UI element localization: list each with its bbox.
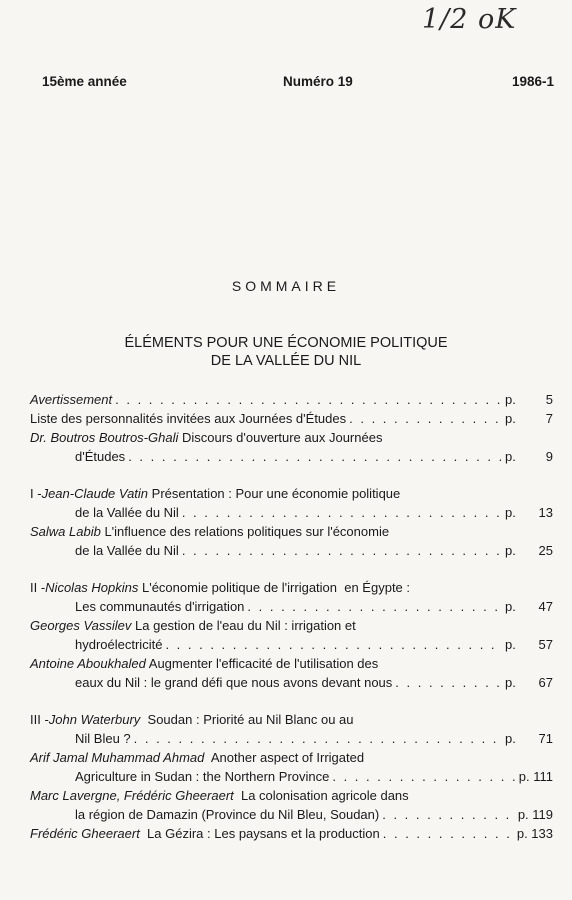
toc-title: La gestion de l'eau du Nil : irrigation et [131, 618, 356, 633]
toc-line [30, 748, 553, 767]
toc-section [30, 710, 553, 843]
page-number: 9 [545, 449, 553, 464]
page-number: p. 119 [517, 807, 553, 822]
toc-title: Présentation : Pour une économie politique [148, 486, 401, 501]
toc-author: Arif Jamal Muhammad Ahmad [30, 750, 205, 765]
toc-title: Nil Bleu ? [75, 731, 131, 746]
issue-title-line-2: DE LA VALLÉE DU NIL [210, 353, 362, 369]
toc-line [30, 673, 553, 692]
toc-line [30, 786, 553, 805]
page-number: 25 [538, 543, 553, 558]
toc-title: Discours d'ouverture aux Journées [178, 430, 383, 445]
toc-line [30, 447, 553, 466]
year-label: 15ème année [42, 74, 127, 89]
dot-leader [182, 503, 502, 522]
toc-line [30, 541, 553, 560]
toc-line [30, 710, 553, 729]
page-number: 57 [538, 637, 553, 652]
toc-title: eaux du Nil : le grand défi que nous avons devant nous [75, 675, 393, 690]
page-number: 71 [538, 731, 553, 746]
page-number: 47 [538, 599, 553, 614]
issue-title-line-1: ÉLÉMENTS POUR UNE ÉCONOMIE POLITIQUE [124, 335, 448, 351]
page-number: p. 111 [518, 769, 553, 784]
toc-line [30, 597, 553, 616]
page-number: 5 [545, 392, 553, 407]
toc-author: Dr. Boutros Boutros-Ghali [30, 430, 179, 445]
section-number: I - [30, 486, 42, 501]
page-number: p. 133 [516, 826, 553, 841]
toc-section [30, 390, 553, 466]
page-label: p. [505, 731, 516, 746]
toc-title: L'économie politique de l'irrigation en Égypte : [138, 580, 411, 595]
section-number: III - [30, 712, 49, 727]
toc-title: Augmenter l'efficacité de l'utilisation des [145, 656, 379, 671]
dot-leader [134, 729, 502, 748]
toc-line [30, 767, 553, 786]
page-number: 13 [538, 505, 553, 520]
toc-line [30, 390, 553, 409]
handwritten-note: 1/2 oK [422, 4, 517, 35]
dot-leader [332, 767, 515, 786]
toc-author: Antoine Aboukhaled [30, 656, 146, 671]
dot-leader [349, 409, 502, 428]
toc-author: Nicolas Hopkins [45, 580, 139, 595]
toc-author: Marc Lavergne, Frédéric Gheeraert [30, 788, 234, 803]
page-label: p. [505, 449, 516, 464]
toc-title: Liste des personnalités invitées aux Journées d'Études [30, 411, 347, 426]
toc-line [30, 616, 553, 635]
page-label: p. [505, 505, 516, 520]
dot-leader [115, 390, 502, 409]
toc-line [30, 729, 553, 748]
toc-author: Georges Vassilev [30, 618, 132, 633]
toc-section [30, 484, 553, 560]
toc-author: Avertissement [30, 392, 113, 407]
toc-title: La colonisation agricole dans [233, 788, 409, 803]
toc-title: hydroélectricité [75, 637, 163, 652]
toc-title: La Gézira : Les paysans et la production [139, 826, 380, 841]
toc-title: L'influence des relations politiques sur l'économie [100, 524, 390, 539]
issue-number: Numéro 19 [283, 74, 353, 89]
page-label: p. [505, 411, 516, 426]
page-number: 67 [538, 675, 553, 690]
toc-title: Another aspect of Irrigated [204, 750, 365, 765]
toc-line [30, 824, 553, 843]
page-label: p. [505, 675, 516, 690]
dot-leader [182, 541, 502, 560]
toc-section [30, 578, 553, 692]
issue-title [0, 334, 572, 370]
toc-line [30, 635, 553, 654]
toc-title: de la Vallée du Nil [75, 505, 179, 520]
toc-line [30, 428, 553, 447]
toc-line [30, 578, 553, 597]
page-number: 7 [545, 411, 553, 426]
toc-title: Agriculture in Sudan : the Northern Province [75, 769, 330, 784]
page-label: p. [505, 637, 516, 652]
dot-leader [395, 673, 502, 692]
page-label: p. [505, 543, 516, 558]
toc-title: Soudan : Priorité au Nil Blanc ou au [140, 712, 354, 727]
toc-line [30, 409, 553, 428]
toc-author: Frédéric Gheeraert [30, 826, 140, 841]
toc-line [30, 522, 553, 541]
toc-line [30, 484, 553, 503]
toc-line [30, 503, 553, 522]
toc-author: Salwa Labib [30, 524, 101, 539]
toc-line [30, 805, 553, 824]
toc-title: de la Vallée du Nil [75, 543, 179, 558]
toc-author: John Waterbury [48, 712, 141, 727]
sommaire-heading: SOMMAIRE [231, 278, 341, 294]
dot-leader [383, 824, 514, 843]
toc-author: Jean-Claude Vatin [41, 486, 149, 501]
dot-leader [165, 635, 502, 654]
dot-leader [382, 805, 515, 824]
dot-leader [247, 597, 502, 616]
page-label: p. [505, 599, 516, 614]
section-number: II - [30, 580, 46, 595]
dot-leader [128, 447, 502, 466]
page-label: p. [505, 392, 516, 407]
toc-title: Les communautés d'irrigation [75, 599, 245, 614]
toc-title: la région de Damazin (Province du Nil Bleu, Soudan) [75, 807, 380, 822]
issue-date: 1986-1 [511, 74, 554, 89]
toc-title: d'Études [75, 449, 126, 464]
toc-line [30, 654, 553, 673]
